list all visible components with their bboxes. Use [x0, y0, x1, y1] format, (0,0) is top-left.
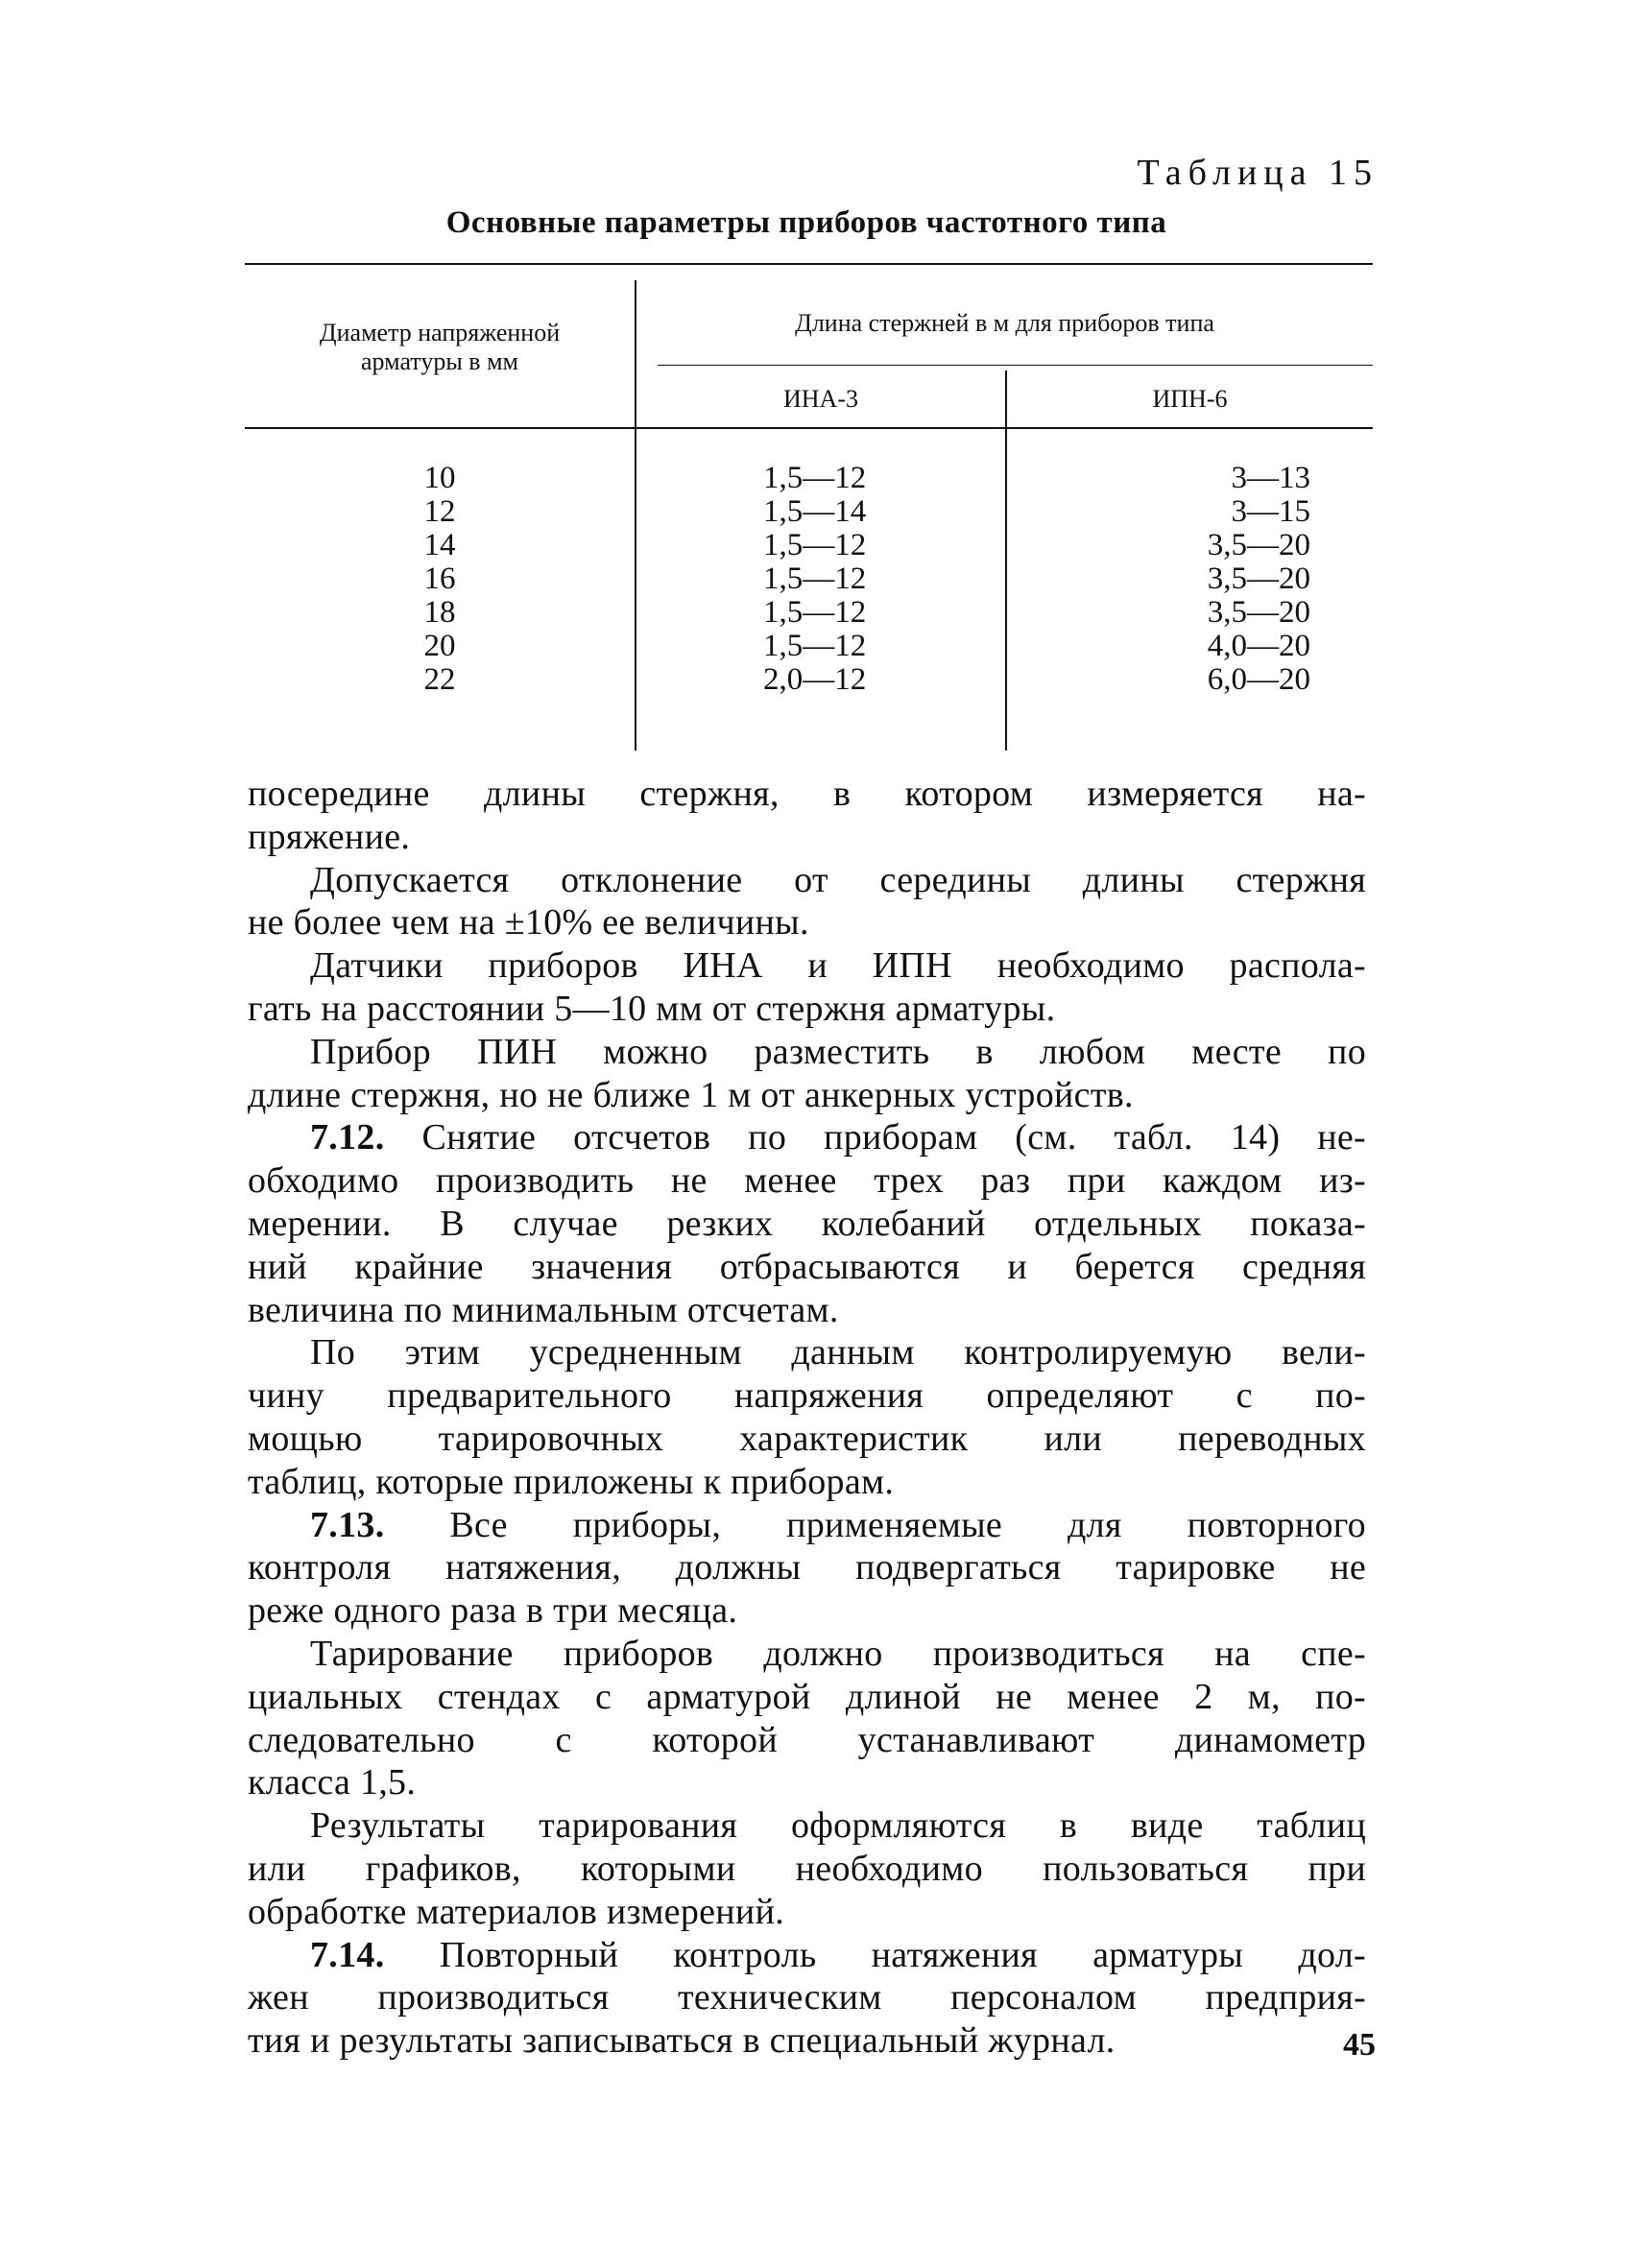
ina3-cell: 1,5—12 [763, 528, 867, 562]
ipn6-cell: 3,5—20 [1207, 595, 1310, 630]
paragraph [248, 1804, 1366, 1933]
line-text: Датчики приборов ИНА и ИПН необходимо распола- [310, 945, 1366, 987]
text-line [248, 773, 1366, 816]
paragraph [248, 773, 1366, 859]
line-text: пряжение. [248, 816, 411, 857]
ipn6-cell: 3—13 [1231, 461, 1310, 495]
text-line [248, 1159, 1366, 1203]
ina3-column [763, 462, 955, 697]
ipn6-cell: 3—15 [1231, 494, 1310, 529]
line-text: Прибор ПИН можно разместить в любом месте по [310, 1031, 1366, 1072]
text-line [248, 1418, 1366, 1461]
text-line [248, 1589, 1366, 1633]
ina3-cell: 1,5—14 [763, 494, 867, 529]
text-line [248, 988, 1366, 1031]
ipn6-cell: 6,0—20 [1207, 662, 1310, 697]
paragraph [248, 1116, 1366, 1331]
line-text: обходимо производить не менее трех раз при каждом из- [248, 1160, 1366, 1202]
diameter-cell: 16 [423, 561, 456, 596]
line-text: чину предварительного напряжения определяют с по- [248, 1375, 1366, 1417]
ina3-cell: 1,5—12 [763, 629, 867, 663]
ina3-cell: 1,5—12 [763, 561, 867, 596]
text-line [248, 1374, 1366, 1418]
text-line [248, 1633, 1366, 1676]
line-text: По этим усредненным данным контролируемую вели- [310, 1332, 1366, 1373]
diameter-cell: 22 [423, 662, 456, 697]
ina3-cell: 1,5—12 [763, 461, 867, 495]
line-text: обработке материалов измерений. [248, 1891, 785, 1932]
text-line [248, 1891, 1366, 1934]
text-line [248, 1203, 1366, 1246]
text-line [248, 1461, 1366, 1504]
body-text [248, 773, 1366, 2063]
text-line [248, 1934, 1366, 1977]
line-text: гать на расстоянии 5—10 мм от стержня арматуры. [248, 988, 1056, 1029]
paragraph [248, 944, 1366, 1031]
text-line [248, 1246, 1366, 1289]
line-text: реже одного раза в три месяца. [248, 1590, 738, 1632]
diameter-cell: 20 [423, 629, 456, 663]
line-text: Результаты тарирования оформляются в виде таблиц [310, 1805, 1366, 1847]
line-text: мерении. В случае резких колебаний отдельных показа- [248, 1203, 1366, 1244]
table-col-divider [635, 280, 636, 751]
col-header-diameter-line2: арматуры в мм [361, 347, 518, 375]
diameter-cell: 18 [423, 595, 456, 630]
ina3-cell: 1,5—12 [763, 595, 867, 630]
sub-header-ipn6: ИПН-6 [1152, 385, 1228, 413]
line-text: посередине длины стержня, в котором измеряется на- [248, 774, 1366, 814]
paragraph [248, 859, 1366, 945]
text-line [248, 944, 1366, 988]
text-line [248, 1289, 1366, 1332]
text-line [248, 1848, 1366, 1891]
line-text: класса 1,5. [248, 1762, 417, 1803]
diameters-column [245, 462, 635, 697]
paragraph [248, 1633, 1366, 1804]
text-line [248, 1761, 1366, 1804]
line-text: Все приборы, применяемые для повторного [449, 1504, 1366, 1545]
ipn6-cell: 4,0—20 [1207, 629, 1310, 663]
ina3-cell: 2,0—12 [763, 662, 867, 697]
sub-header-ina3: ИНА-3 [783, 385, 858, 413]
text-line [248, 901, 1366, 944]
col-header-diameter-line1: Диаметр напряженной [319, 319, 561, 346]
text-line [248, 2019, 1366, 2063]
line-text: мощью тарировочных характеристик или переводных [248, 1418, 1366, 1459]
line-text: длине стержня, но не ближе 1 м от анкерных устройств. [248, 1074, 1134, 1115]
table-subheader-rule [658, 365, 1373, 366]
table-number: Таблица 15 [1137, 153, 1379, 193]
line-text: не более чем на ±10% ее величины. [248, 902, 809, 943]
text-line [248, 1976, 1366, 2019]
diameter-cell: 10 [423, 461, 456, 495]
group-header-rod-length: Длина стержней в м для приборов типа [795, 309, 1214, 337]
ipn6-column [1109, 462, 1310, 697]
text-line [248, 1331, 1366, 1374]
paragraph-number: 7.14. [310, 1934, 385, 1975]
line-text: или графиков, которыми необходимо пользоваться при [248, 1848, 1366, 1889]
text-line [248, 1676, 1366, 1719]
text-line [248, 1116, 1366, 1159]
table-caption: Основные параметры приборов частотного типа [445, 205, 1167, 240]
table-header-rule [245, 427, 1373, 429]
line-text: жен производиться техническим персоналом предприя- [248, 1977, 1366, 2018]
ipn6-cell: 3,5—20 [1207, 528, 1310, 562]
paragraph-number: 7.12. [310, 1117, 385, 1158]
table-top-rule [245, 263, 1373, 265]
line-text: контроля натяжения, должны подвергаться тарировке не [248, 1547, 1366, 1588]
text-line [248, 1504, 1366, 1547]
page-number: 45 [1343, 2027, 1376, 2063]
line-text: таблиц, которые приложены к приборам. [248, 1461, 895, 1502]
text-line [248, 1074, 1366, 1117]
diameter-cell: 14 [423, 528, 456, 562]
diameter-cell: 12 [423, 494, 456, 529]
line-text: Допускается отклонение от середины длины стержня [310, 859, 1366, 900]
paragraph [248, 1031, 1366, 1117]
line-text: Снятие отсчетов по приборам (см. табл. 14) не- [421, 1117, 1366, 1158]
paragraph [248, 1934, 1366, 2063]
parameters-table [245, 263, 1373, 743]
line-text: величина по минимальным отсчетам. [248, 1289, 839, 1330]
paragraph-number: 7.13. [310, 1504, 385, 1545]
text-line [248, 1031, 1366, 1074]
line-text: Тарирование приборов должно производиться на спе- [310, 1633, 1366, 1674]
line-text: ний крайние значения отбрасываются и берется средняя [248, 1246, 1366, 1287]
col-header-diameter [245, 319, 635, 376]
line-text: Повторный контроль натяжения арматуры дол- [439, 1934, 1366, 1975]
text-line [248, 1546, 1366, 1589]
paragraph [248, 1504, 1366, 1633]
ipn6-cell: 3,5—20 [1207, 561, 1310, 596]
line-text: следовательно с которой устанавливают динамометр [248, 1719, 1366, 1760]
line-text: циальных стендах с арматурой длиной не менее 2 м, по- [248, 1676, 1366, 1717]
text-line [248, 1804, 1366, 1848]
text-line [248, 816, 1366, 859]
text-line [248, 1719, 1366, 1762]
line-text: тия и результаты записываться в специальный журнал. [248, 2020, 1116, 2062]
table-subcol-divider [1005, 370, 1007, 751]
text-line [248, 859, 1366, 902]
paragraph [248, 1331, 1366, 1503]
